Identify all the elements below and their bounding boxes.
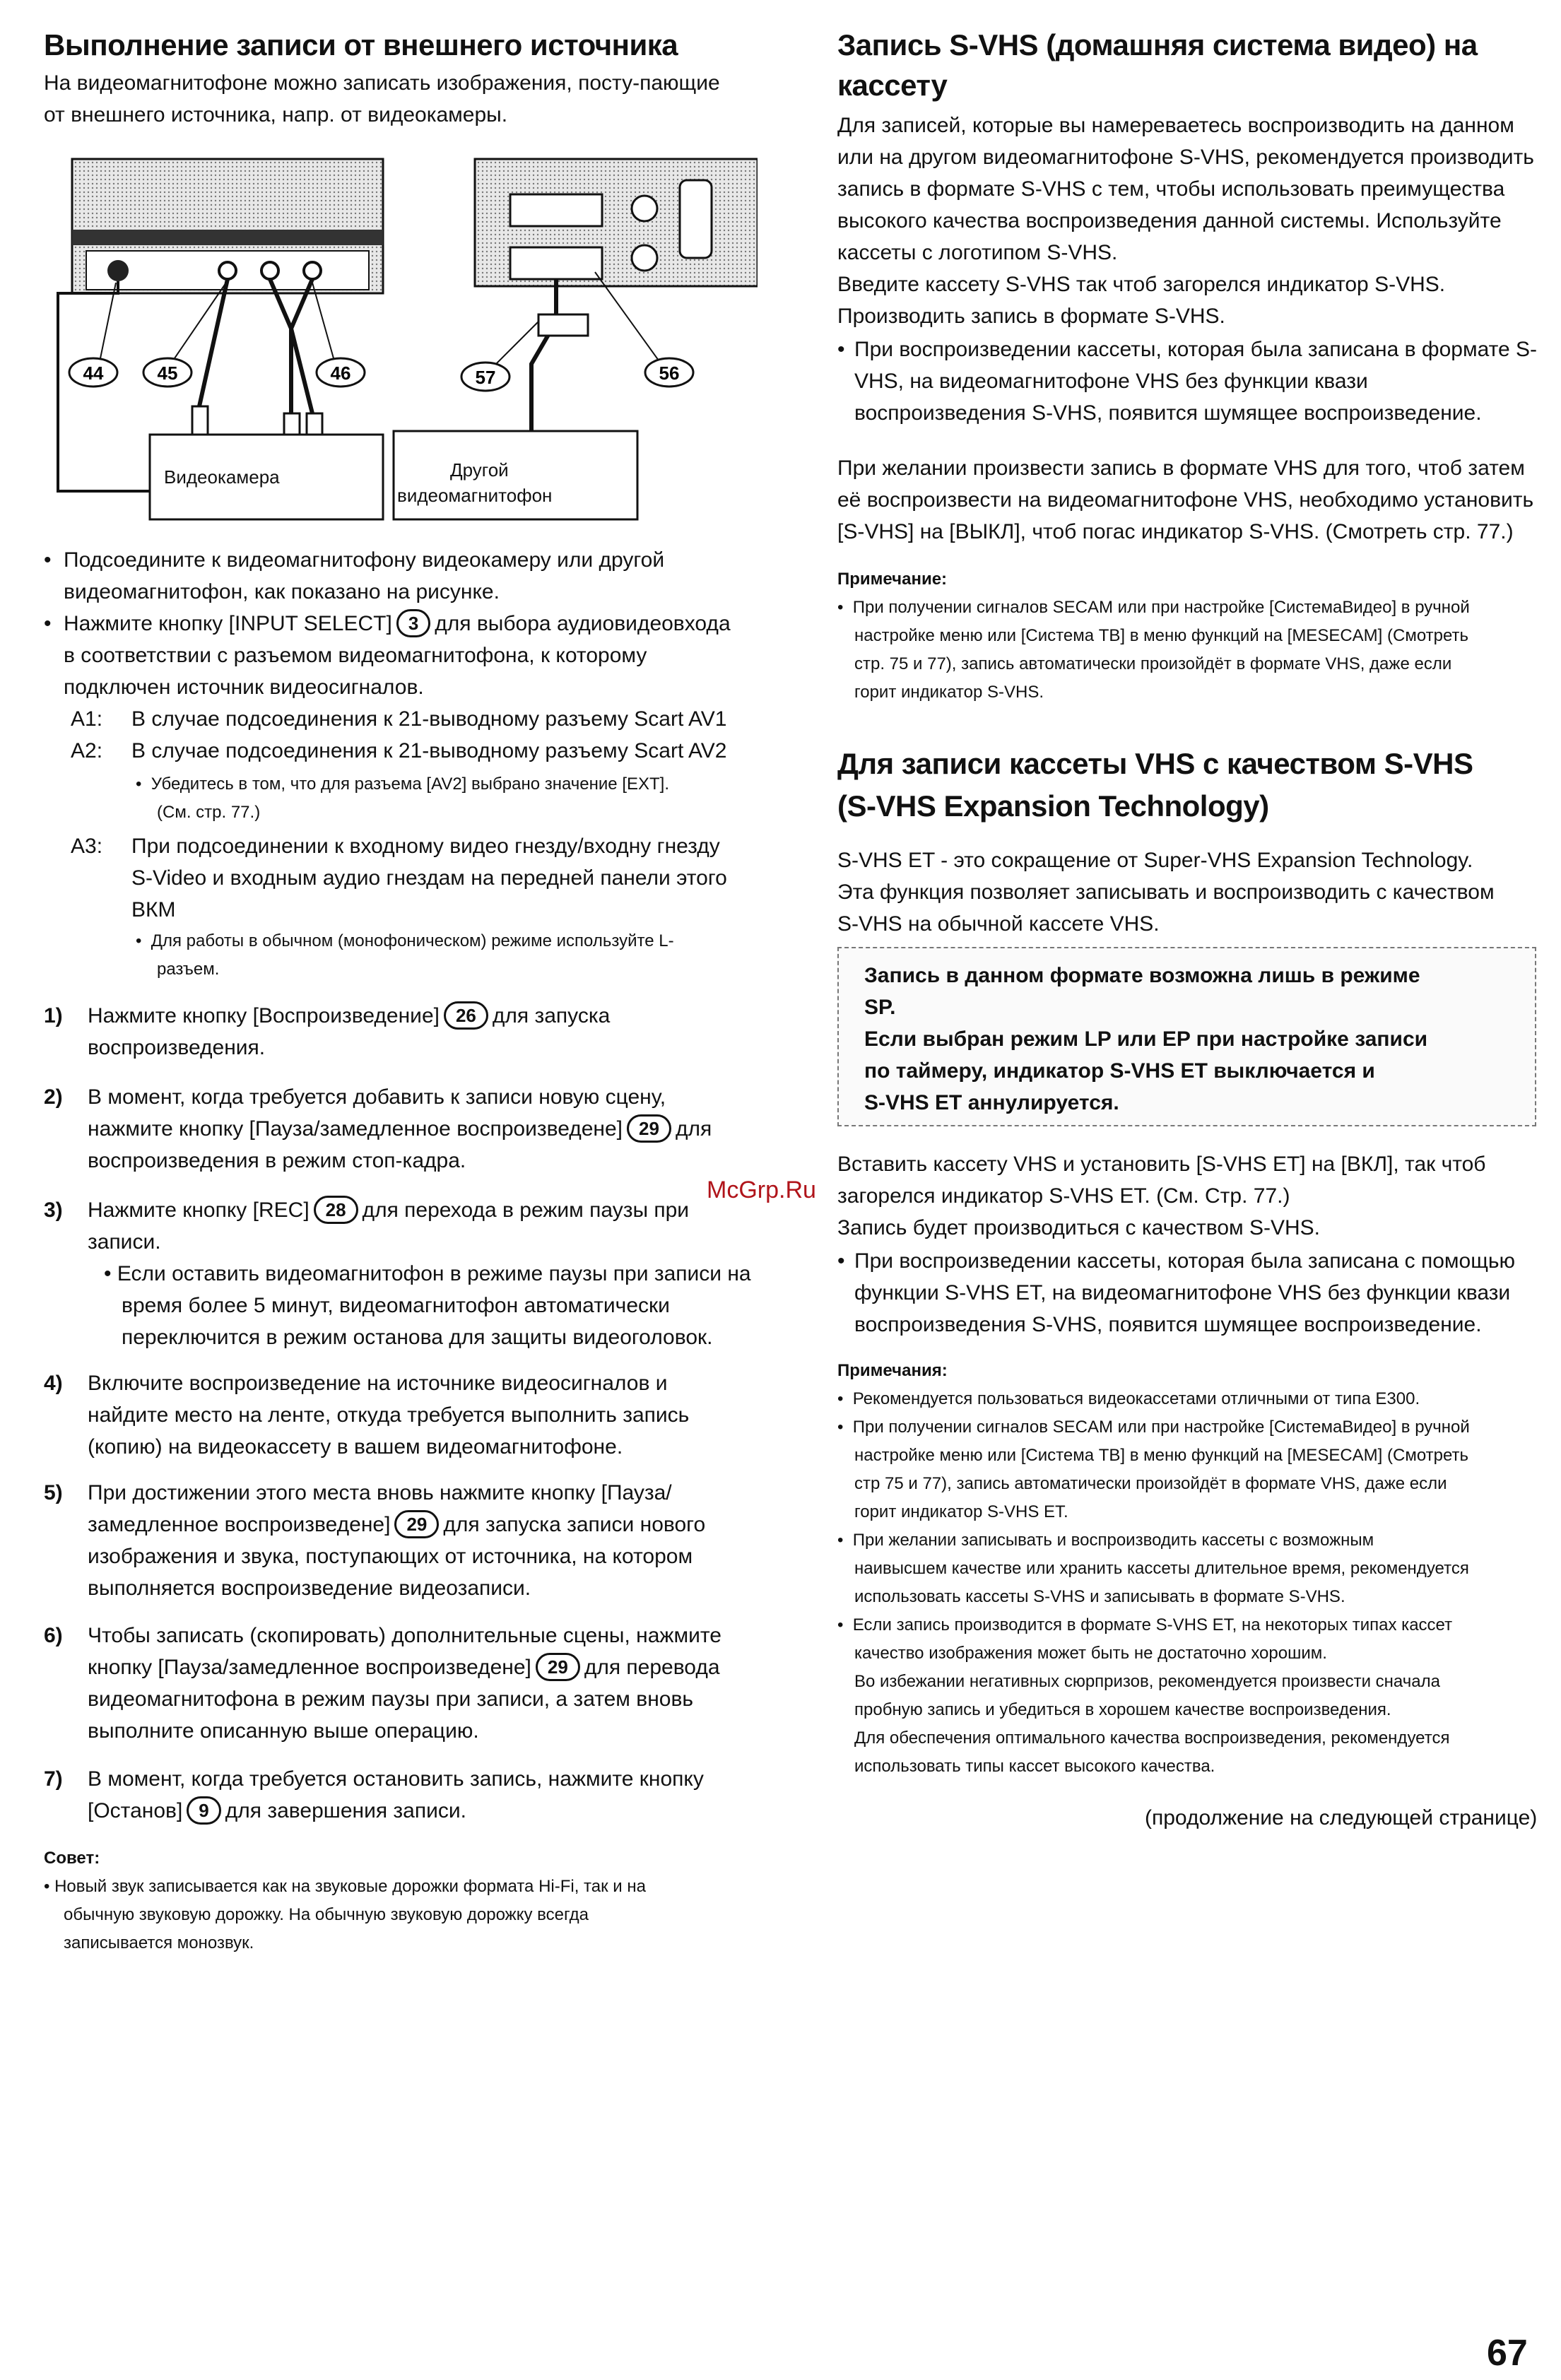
svhs-paragraph: запись в формате S-VHS с тем, чтобы использовать преимущества xyxy=(837,177,1505,201)
svhs-paragraph: или на другом видеомагнитофоне S-VHS, рекомендуется производить xyxy=(837,146,1534,169)
svhs-et-title: Для записи кассеты VHS с качеством S-VHS xyxy=(837,747,1473,780)
note-text: стр 75 и 77), запись автоматически произойдёт в формате VHS, даже если xyxy=(854,1474,1447,1493)
step-text: [Останов] 9 для завершения записи. xyxy=(88,1795,466,1827)
note-text: • Рекомендуется пользоваться видеокассетами отличными от типа E300. xyxy=(837,1389,1420,1408)
svhs-paragraph: высокого качества воспроизведения данной системы. Используйте xyxy=(837,209,1502,232)
intro-line: от внешнего источника, напр. от видеокамеры. xyxy=(44,103,508,126)
other-vcr-label: Другой xyxy=(450,459,509,481)
left-title: Выполнение записи от внешнего источника xyxy=(44,28,678,61)
pause-button-ref: 29 xyxy=(536,1653,580,1681)
warning-text: по таймеру, индикатор S-VHS ET выключается и xyxy=(864,1059,1375,1083)
svhs-bullet: При воспроизведении кассеты, которая была записана в формате S- xyxy=(854,338,1538,361)
step-number: 7) xyxy=(44,1767,63,1791)
step-text: (копию) на видеокассету в вашем видеомагнитофоне. xyxy=(88,1435,623,1459)
play-button-ref: 26 xyxy=(444,1001,488,1030)
step-number: 1) xyxy=(44,1004,63,1027)
svhs-et-paragraph: Эта функция позволяет записывать и воспроизводить с качеством xyxy=(837,880,1495,904)
svhs-et-paragraph: Запись будет производиться с качеством S-VHS. xyxy=(837,1216,1320,1239)
a-text: В случае подсоединения к 21-выводному разъему Scart AV1 xyxy=(131,707,727,731)
warning-text: Запись в данном формате возможна лишь в режиме xyxy=(864,964,1420,987)
svhs-et-bullet: функции S-VHS ET, на видеомагнитофоне VHS без функции квази xyxy=(854,1281,1511,1304)
step-text: замедленное воспроизведене] 29 для запуска записи нового xyxy=(88,1509,705,1540)
callout-44 xyxy=(69,358,117,387)
audio-l-jack xyxy=(261,262,278,279)
svhs-et-paragraph: Вставить кассету VHS и установить [S-VHS ET] на [ВКЛ], так чтоб xyxy=(837,1153,1486,1176)
step-text: воспроизведения в режим стоп-кадра. xyxy=(88,1149,466,1172)
tip-title: Совет: xyxy=(44,1849,100,1868)
step-number: 3) xyxy=(44,1198,63,1222)
warning-text: SP. xyxy=(864,996,896,1019)
pause-button-ref: 29 xyxy=(627,1114,671,1143)
video-jack xyxy=(219,262,236,279)
note-text: использовать кассеты S-VHS и записывать в формате S-VHS. xyxy=(854,1587,1345,1606)
a-note: (См. стр. 77.) xyxy=(157,803,261,822)
input-select-button-ref: 3 xyxy=(396,609,430,637)
note-text: настройке меню или [Система ТВ] в меню функций на [MESECAM] (Смотреть xyxy=(854,1446,1469,1465)
step-text: воспроизведения. xyxy=(88,1036,266,1059)
bullet-text: Подсоедините к видеомагнитофону видеокамеру или другой xyxy=(64,548,665,572)
step-number: 6) xyxy=(44,1624,63,1647)
a-text: S-Video и входным аудио гнездам на передней панели этого xyxy=(131,866,727,890)
bullet-marker: • xyxy=(837,338,845,361)
step-text: изображения и звука, поступающих от источника, на котором xyxy=(88,1545,693,1568)
tip-text: обычную звуковую дорожку. На обычную звуковую дорожку всегда xyxy=(64,1905,589,1924)
note-text: стр. 75 и 77), запись автоматически произойдёт в формате VHS, даже если xyxy=(854,654,1452,673)
step-number: 2) xyxy=(44,1085,63,1109)
note-text: качество изображения может быть не достаточно хорошим. xyxy=(854,1644,1327,1663)
step-text: нажмите кнопку [Пауза/замедленное воспроизведене] 29 для xyxy=(88,1113,712,1145)
other-vcr-label: видеомагнитофон xyxy=(397,485,553,506)
callout-45 xyxy=(143,358,192,387)
a-text: В случае подсоединения к 21-выводному разъему Scart AV2 xyxy=(131,739,727,762)
bullet-text: Нажмите кнопку [INPUT SELECT] 3 для выбора аудиовидеовхода xyxy=(64,608,731,640)
connection-diagram xyxy=(44,152,758,534)
step-sub: время более 5 минут, видеомагнитофон автоматически xyxy=(122,1294,670,1317)
step-number: 4) xyxy=(44,1372,63,1395)
svg-text:45: 45 xyxy=(157,363,178,384)
note-text: • Если запись производится в формате S-VHS ET, на некоторых типах кассет xyxy=(837,1615,1453,1634)
svg-text:46: 46 xyxy=(330,363,351,384)
svg-text:44: 44 xyxy=(83,363,104,384)
a-label: A1: xyxy=(71,707,103,731)
svhs-paragraph: Производить запись в формате S-VHS. xyxy=(837,305,1225,328)
camcorder-label: Видеокамера xyxy=(164,466,280,488)
svhs-paragraph: её воспроизвести на видеомагнитофоне VHS, необходимо установить xyxy=(837,488,1534,512)
callout-56 xyxy=(645,358,693,387)
step-text: кнопку [Пауза/замедленное воспроизведене] 29 для перевода xyxy=(88,1651,720,1683)
step-text: выполните описанную выше операцию. xyxy=(88,1719,479,1743)
svhs-paragraph: [S-VHS] на [ВЫКЛ], чтоб погас индикатор S-VHS. (Смотреть стр. 77.) xyxy=(837,520,1514,543)
pause-button-ref: 29 xyxy=(394,1510,439,1538)
svhs-paragraph: Введите кассету S-VHS так чтоб загорелся индикатор S-VHS. xyxy=(837,273,1446,296)
svhs-bullet: VHS, на видеомагнитофоне VHS без функции квази xyxy=(854,370,1368,393)
step-sub: • Если оставить видеомагнитофон в режиме паузы при записи на xyxy=(104,1262,751,1285)
warning-text: S-VHS ET аннулируется. xyxy=(864,1091,1119,1114)
svhs-et-bullet: При воспроизведении кассеты, которая была записана с помощью xyxy=(854,1249,1516,1273)
a-label: A3: xyxy=(71,835,103,858)
step-sub: переключится в режим останова для защиты видеоголовок. xyxy=(122,1326,713,1349)
intro-line: На видеомагнитофоне можно записать изображения, посту-пающие xyxy=(44,71,720,95)
a-note: • Убедитесь в том, что для разъема [AV2] выбрано значение [EXT]. xyxy=(136,774,670,794)
svhs-title: Запись S-VHS (домашняя система видео) на xyxy=(837,28,1478,61)
svhs-paragraph: Для записей, которые вы намереваетесь воспроизводить на данном xyxy=(837,114,1514,137)
step-text: Включите воспроизведение на источнике видеосигналов и xyxy=(88,1372,668,1395)
svhs-et-paragraph: S-VHS на обычной кассете VHS. xyxy=(837,912,1160,936)
note-text: пробную запись и убедиться в хорошем качестве воспроизведения. xyxy=(854,1700,1391,1719)
page-number: 67 xyxy=(1487,2333,1528,2374)
note-text: • При желании записывать и воспроизводить кассеты с возможным xyxy=(837,1531,1374,1550)
scart-av1 xyxy=(510,194,602,226)
watermark: McGrp.Ru xyxy=(707,1177,816,1203)
stop-button-ref: 9 xyxy=(187,1796,220,1825)
svhs-et-paragraph: S-VHS ET - это сокращение от Super-VHS Expansion Technology. xyxy=(837,849,1473,872)
bullet-marker: • xyxy=(44,548,52,572)
note-text: горит индикатор S-VHS ET. xyxy=(854,1502,1068,1521)
note-title: Примечание: xyxy=(837,570,948,589)
note-text: Для обеспечения оптимального качества воспроизведения, рекомендуется xyxy=(854,1728,1450,1748)
note-text: использовать типы кассет высокого качества. xyxy=(854,1757,1215,1776)
a-text: ВКМ xyxy=(131,898,176,921)
bullet-marker: • xyxy=(837,1249,845,1273)
continued-note: (продолжение на следующей странице) xyxy=(1145,1806,1538,1830)
step-text: найдите место на ленте, откуда требуется выполнить запись xyxy=(88,1403,690,1427)
step-text: выполняется воспроизведение видеозаписи. xyxy=(88,1577,531,1600)
step-text: Нажмите кнопку [REC] 28 для перехода в режим паузы при xyxy=(88,1194,689,1226)
a-note: • Для работы в обычном (монофоническом) режиме используйте L- xyxy=(136,931,674,950)
tip-text: • Новый звук записывается как на звуковые дорожки формата Hi-Fi, так и на xyxy=(44,1877,646,1896)
callout-57 xyxy=(461,363,509,391)
a-text: При подсоединении к входному видео гнезду/входну гнезду xyxy=(131,835,720,858)
svhs-paragraph: кассеты с логотипом S-VHS. xyxy=(837,241,1118,264)
step-text: В момент, когда требуется добавить к записи новую сцену, xyxy=(88,1085,666,1109)
svg-text:57: 57 xyxy=(475,367,496,388)
svhs-et-bullet: воспроизведения S-VHS, появится шумящее воспроизведение. xyxy=(854,1313,1482,1336)
tip-text: записывается монозвук. xyxy=(64,1933,254,1952)
svhs-bullet: воспроизведения S-VHS, появится шумящее воспроизведение. xyxy=(854,401,1482,425)
note-text: • При получении сигналов SECAM или при настройке [СистемаВидео] в ручной xyxy=(837,1418,1470,1437)
scart-av2 xyxy=(510,247,602,279)
svg-text:56: 56 xyxy=(659,363,680,384)
rec-button-ref: 28 xyxy=(314,1196,358,1224)
a-label: A2: xyxy=(71,739,103,762)
svhs-title: кассету xyxy=(837,69,948,102)
notes-title: Примечания: xyxy=(837,1361,948,1380)
step-text: В момент, когда требуется остановить запись, нажмите кнопку xyxy=(88,1767,704,1791)
note-text: настройке меню или [Система ТВ] в меню функций на [MESECAM] (Смотреть xyxy=(854,626,1469,645)
svideo-jack xyxy=(107,260,129,281)
svhs-et-title: (S-VHS Expansion Technology) xyxy=(837,789,1269,823)
step-text: Нажмите кнопку [Воспроизведение] 26 для запуска xyxy=(88,1000,610,1032)
note-text: • При получении сигналов SECAM или при настройке [СистемаВидео] в ручной xyxy=(837,598,1470,617)
audio-r-jack xyxy=(304,262,321,279)
bullet-text: видеомагнитофон, как показано на рисунке. xyxy=(64,580,500,603)
bullet-text: в соответствии с разъемом видеомагнитофона, к которому xyxy=(64,644,647,667)
step-number: 5) xyxy=(44,1481,63,1504)
warning-text: Если выбран режим LP или EP при настройке записи xyxy=(864,1027,1428,1051)
svhs-paragraph: При желании произвести запись в формате VHS для того, чтоб затем xyxy=(837,456,1525,480)
note-text: Во избежании негативных сюрпризов, рекомендуется произвести сначала xyxy=(854,1672,1440,1691)
note-text: горит индикатор S-VHS. xyxy=(854,683,1044,702)
step-text: При достижении этого места вновь нажмите кнопку [Пауза/ xyxy=(88,1481,672,1504)
step-text: записи. xyxy=(88,1230,161,1254)
note-text: наивысшем качестве или хранить кассеты длительное время, рекомендуется xyxy=(854,1559,1469,1578)
bullet-marker: • xyxy=(44,612,52,635)
callout-46 xyxy=(317,358,365,387)
step-text: Чтобы записать (скопировать) дополнительные сцены, нажмите xyxy=(88,1624,721,1647)
bullet-text: подключен источник видеосигналов. xyxy=(64,676,424,699)
a-note: разъем. xyxy=(157,960,220,979)
step-text: видеомагнитофона в режим паузы при записи, а затем вновь xyxy=(88,1687,694,1711)
svhs-et-paragraph: загорелся индикатор S-VHS ET. (См. Стр. 77.) xyxy=(837,1184,1290,1208)
